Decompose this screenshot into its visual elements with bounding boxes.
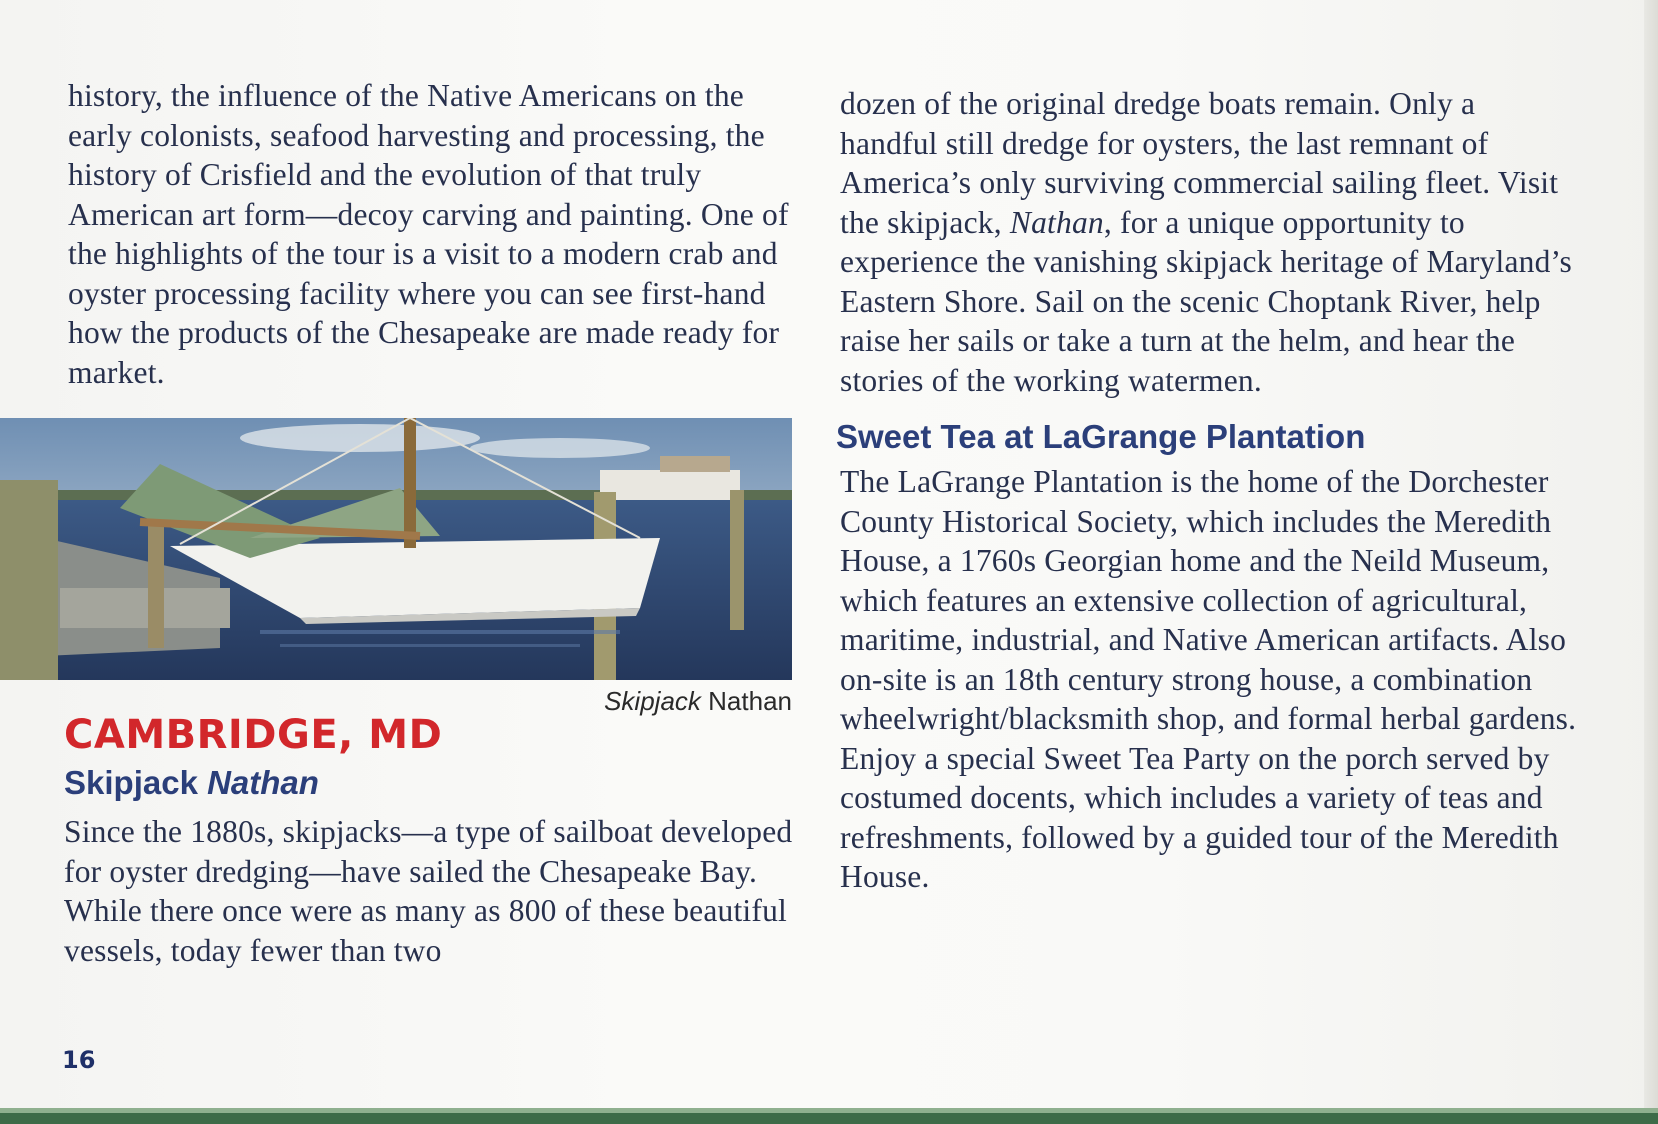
page-edge xyxy=(1644,0,1658,1124)
skipjack-subheading xyxy=(64,764,319,802)
bottom-color-strip xyxy=(0,1108,1658,1124)
caption-italic: Skipjack xyxy=(604,686,701,716)
intro-paragraph: history, the influence of the Native Americans on the early colonists, seafood harvesting and processing, the history of Crisfield and the evolution of that truly American art form—decoy carving and painting. One of the highlights of the tour is a visit to a modern crab and oyster processing facility where you can see first-hand how the products of the Chesapeake are made ready for market. xyxy=(68,78,789,390)
sweet-tea-heading: Sweet Tea at LaGrange Plantation xyxy=(836,418,1366,455)
cambridge-text xyxy=(64,812,804,970)
city-heading: CAMBRIDGE, MD xyxy=(64,712,443,758)
page-number: 16 xyxy=(62,1046,96,1074)
skipjack-illustration xyxy=(0,418,792,680)
caption-regular: Nathan xyxy=(700,686,792,716)
subheading-regular: Skipjack xyxy=(64,764,208,801)
cambridge-paragraph: Since the 1880s, skipjacks—a type of sailboat developed for oyster dredging—have sailed the Chesapeake Bay. While there once were as many as 800 of these beautiful vessels, today fewer than two xyxy=(64,814,793,968)
right-column xyxy=(836,84,1580,897)
skipjack-photo xyxy=(0,418,792,680)
nathan-italic: Nathan xyxy=(1009,204,1104,240)
left-column xyxy=(68,76,798,392)
lagrange-paragraph: The LaGrange Plantation is the home of the Dorchester County Historical Society, which includes the Meredith House, a 1760s Georgian home and the Neild Museum, which features an extensive collection of agricultural, maritime, industrial, and Native American artifacts. Also on-site is an 18th century strong house, a combination wheelwright/blacksmith shop, and formal herbal gardens. Enjoy a special Sweet Tea Party on the porch served by costumed docents, which includes a variety of teas and refreshments, followed by a guided tour of the Meredith House. xyxy=(840,464,1577,894)
subheading-italic: Nathan xyxy=(207,764,319,801)
nathan-text-after: , for a unique opportunity to experience the vanishing skipjack heritage of Maryland’s Eastern Shore. Sail on the scenic Choptank River, help raise her sails or take a turn at the helm, and hear the stories of the working watermen. xyxy=(840,204,1572,398)
photo-caption xyxy=(580,686,792,717)
nathan-paragraph xyxy=(840,84,1580,400)
nathan-text-before: dozen of the original dredge boats remain. Only a handful still dredge for oysters, the last remnant of America’s only surviving commercial sailing fleet. Visit the skipjack, xyxy=(840,86,1559,240)
